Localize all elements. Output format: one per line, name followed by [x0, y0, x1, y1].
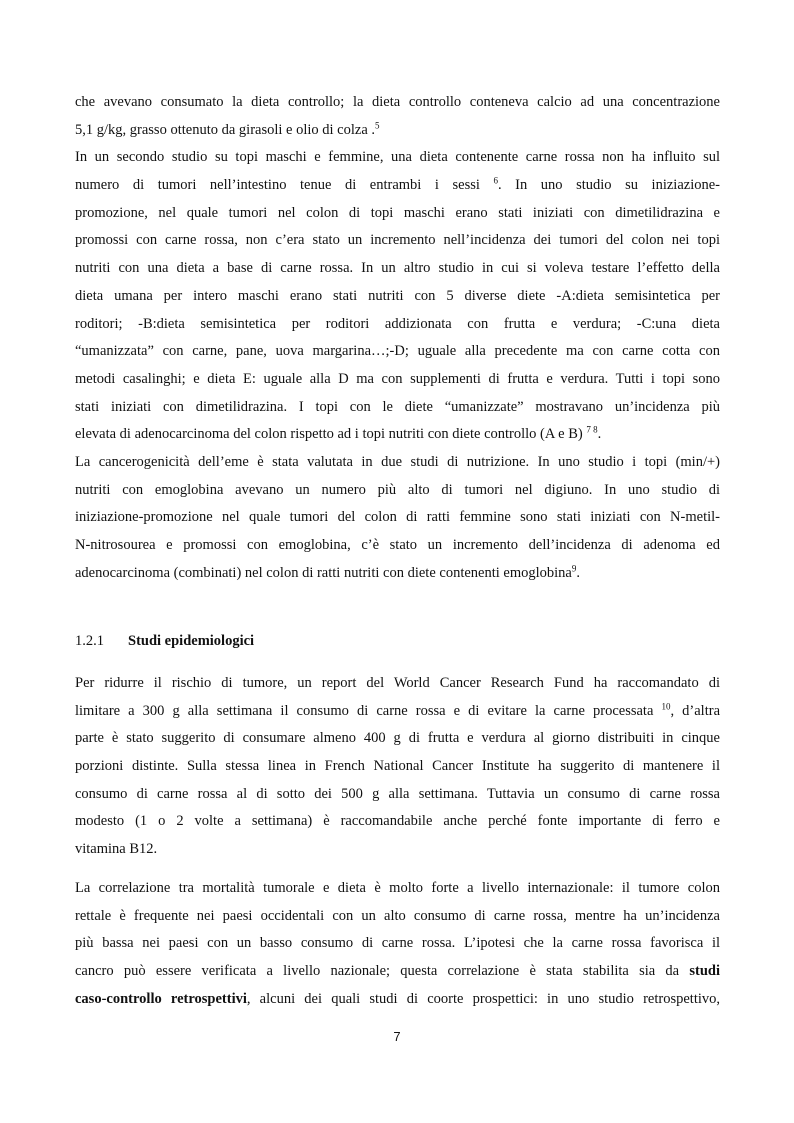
text-line: La correlazione tra mortalità tumorale e dieta è molto forte a livello internazionale: il tumore colon: [75, 880, 720, 896]
text-line: nutriti con una dieta a base di carne rossa. In un altro studio in cui si voleva testare l’effetto della: [75, 260, 720, 277]
text-line: consumo di carne rossa al di sotto dei 500 g alla settimana. Tuttavia un consumo di carne rossa: [75, 785, 720, 802]
text-segment: numero di tumori nell’intestino tenue di entrambi i sessi: [75, 177, 494, 194]
section-title: Studi epidemiologici: [128, 633, 255, 649]
text-line: modesto (1 o 2 volte a settimana) è raccomandabile anche perché fonte importante di ferro e: [75, 813, 720, 830]
text-line: stati iniziati con dimetilidrazina. I topi con le diete “umanizzate” mostravano un’incidenza più: [75, 398, 720, 415]
text-line: promozione, nel quale tumori nel colon di topi maschi erano stati iniziati con dimetilidrazina e: [75, 204, 720, 221]
footnote-ref: 9: [571, 563, 577, 574]
body-text-block-2: [75, 670, 720, 864]
text-segment: cancro può essere verificata a livello nazionale; questa correlazione è stata stabilita sia da: [75, 963, 690, 980]
body-text-block-1: [75, 89, 720, 587]
paragraph: [75, 144, 720, 449]
text-segment: adenocarcinoma (combinati) nel colon di ratti nutriti con diete contenenti emoglobina: [75, 564, 572, 581]
text-line: [75, 698, 720, 726]
text-line: [75, 421, 720, 449]
text-line: porzioni distinte. Sulla stessa linea in French National Cancer Institute ha suggerito di mantenere il: [75, 758, 720, 775]
section-number: 1.2.1: [75, 633, 104, 649]
paragraph: [75, 875, 720, 1013]
text-segment: limitare a 300 g alla settimana il consumo di carne rossa e di evitare la carne processata: [75, 702, 662, 719]
text-segment: . In uno studio su iniziazione-: [497, 177, 720, 194]
text-line: [75, 172, 720, 200]
text-line: “umanizzata” con carne, pane, uova margarina…;-D; uguale alla precedente ma con carne cotta con: [75, 343, 720, 360]
text-line: roditori; -B:dieta semisintetica per roditori addizionata con frutta e verdura; -C:una dieta: [75, 315, 720, 332]
text-line: dieta umana per intero maschi erano stati nutriti con 5 diverse diete -A:dieta semisintetica per: [75, 287, 720, 304]
text-line: parte è stato suggerito di consumare almeno 400 g di frutta e verdura al giorno distribuiti in cinque: [75, 730, 720, 747]
paragraph: [75, 449, 720, 587]
footnote-ref: 6: [493, 175, 498, 186]
text-line: [75, 958, 720, 986]
text-line: In un secondo studio su topi maschi e femmine, una dieta contenente carne rossa non ha influito sul: [75, 149, 720, 166]
footnote-ref: 5: [375, 120, 380, 131]
section-heading: [75, 627, 720, 655]
text-line: vitamina B12.: [75, 841, 158, 858]
bold-term: studi: [689, 963, 720, 980]
bold-term: caso-controllo retrospettivi: [75, 990, 247, 1007]
text-segment: elevata di adenocarcinoma del colon rispetto ad i topi nutriti con diete controllo (A e B): [75, 426, 587, 443]
text-segment: .: [576, 564, 580, 581]
paragraph: [75, 89, 720, 144]
text-line: metodi casalinghi; e dieta E: uguale alla D ma con supplementi di frutta e verdura. Tutti i topi sono: [75, 370, 720, 387]
text-line: La cancerogenicità dell’eme è stata valutata in due studi di nutrizione. In uno studio i topi (min/+): [75, 453, 720, 470]
text-line: nutriti con emoglobina avevano un numero più alto di tumori nel digiuno. In uno studio di: [75, 481, 720, 498]
footnote-ref: 7 8: [586, 424, 598, 435]
text-line: [75, 560, 720, 588]
text-line: che avevano consumato la dieta controllo; la dieta controllo conteneva calcio ad una concentrazione: [75, 94, 720, 110]
text-line: [75, 986, 720, 1014]
text-line: più bassa nei paesi con un basso consumo di carne rossa. L’ipotesi che la carne rossa favorisca il: [75, 935, 720, 952]
text-line: rettale è frequente nei paesi occidentali con un alto consumo di carne rossa, mentre ha un’incidenza: [75, 907, 720, 924]
text-line: Per ridurre il rischio di tumore, un report del World Cancer Research Fund ha raccomandato di: [75, 675, 720, 691]
text-segment: .: [597, 426, 602, 443]
text-line: iniziazione-promozione nel quale tumori del colon di ratti femmine sono stati iniziati con N-metil-: [75, 509, 720, 526]
text-line: promossi con carne rossa, non c’era stato un incremento nell’incidenza dei tumori del colon nei topi: [75, 232, 720, 249]
text-line: [75, 117, 720, 145]
body-text-block-3: [75, 875, 720, 1013]
page-number: 7: [393, 1029, 401, 1044]
text-segment: , alcuni dei quali studi di coorte prospettici: in uno studio retrospettivo,: [246, 990, 721, 1007]
text-segment: , d’altra: [670, 702, 720, 719]
text-line: N-nitrosourea e promossi con emoglobina, c’è stato un incremento dell’incidenza di adenoma ed: [75, 537, 720, 553]
text-segment: 5,1 g/kg, grasso ottenuto da girasoli e olio di colza .: [75, 121, 376, 138]
footnote-ref: 10: [661, 701, 671, 712]
paragraph: [75, 670, 720, 864]
